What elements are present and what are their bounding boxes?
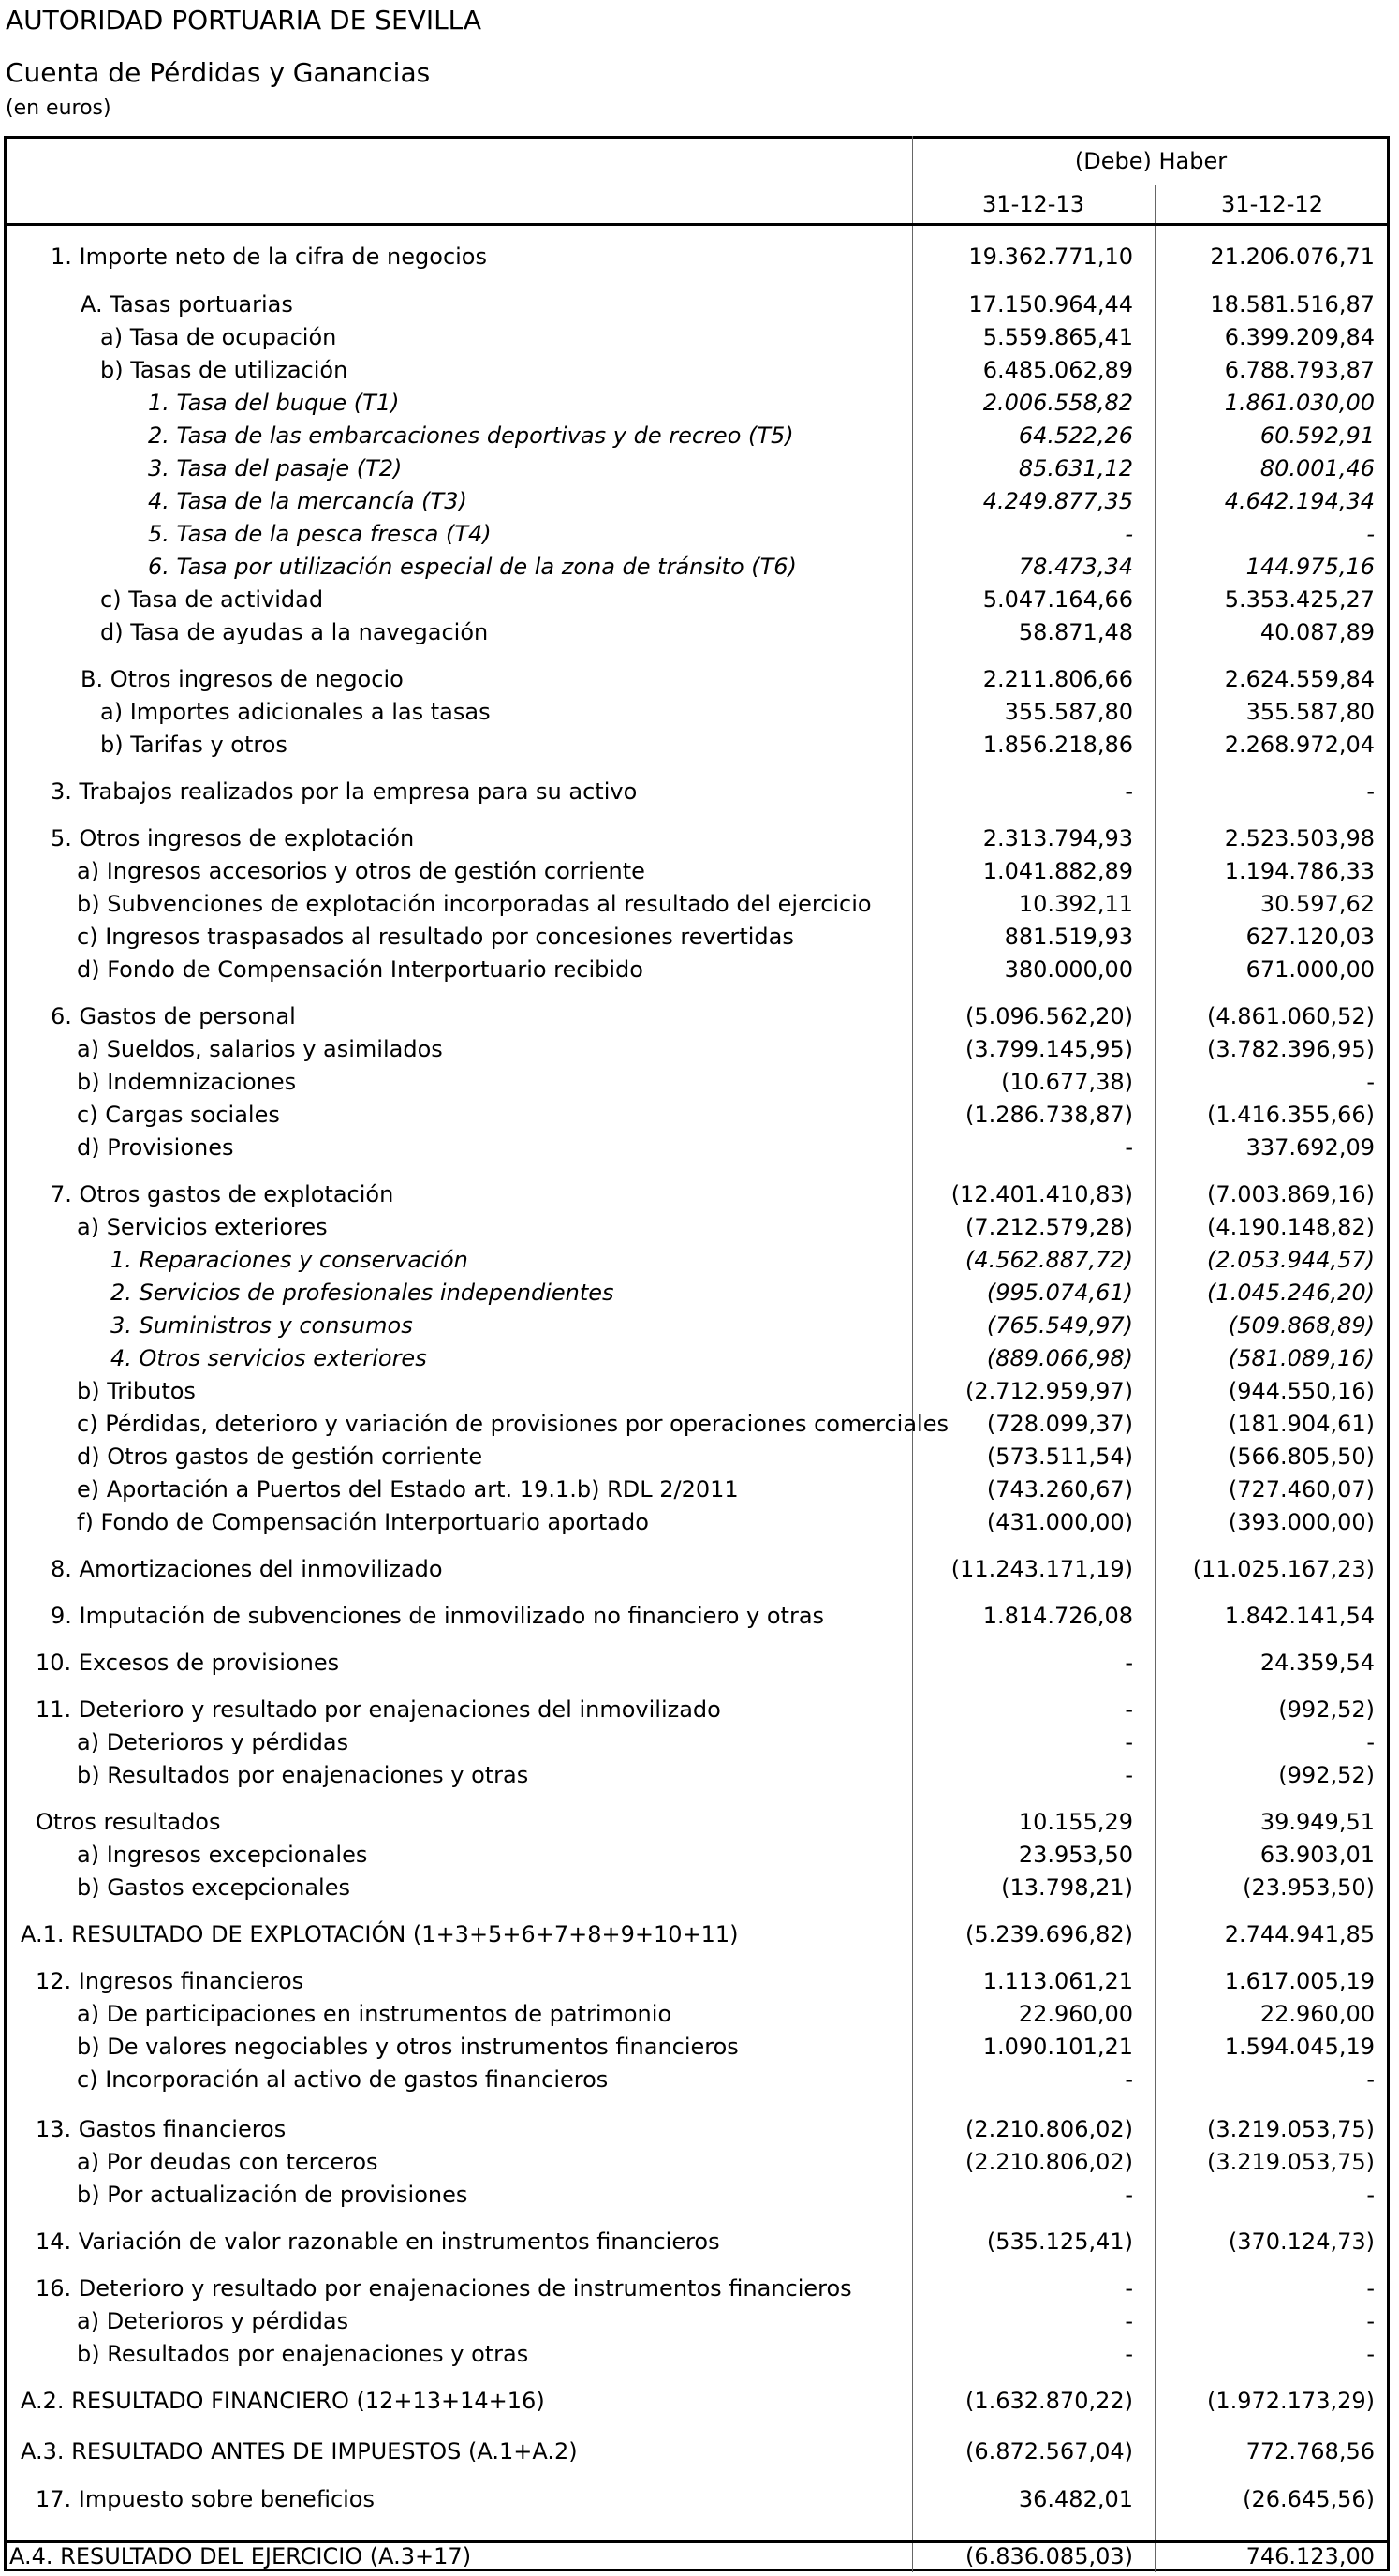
statement-row	[0, 696, 1399, 729]
statement-row	[0, 1872, 1399, 1904]
value-2012: 21.206.076,71	[1210, 244, 1375, 270]
value-2013: 22.960,00	[1018, 2001, 1133, 2027]
value-2013: (6.872.567,04)	[965, 2438, 1133, 2465]
value-2013: (3.799.145,95)	[965, 1036, 1133, 1062]
value-2012: 2.523.503,98	[1224, 825, 1375, 851]
value-2013: (1.632.870,22)	[965, 2388, 1133, 2414]
value-2013: 2.006.558,82	[982, 390, 1133, 416]
statement-row	[0, 663, 1399, 696]
value-2013: -	[1125, 1762, 1133, 1788]
value-2012: (1.045.246,20)	[1206, 1280, 1375, 1306]
column-header-2013: 31-12-13	[982, 191, 1084, 217]
value-2013: (2.210.806,02)	[965, 2149, 1133, 2175]
value-2013: (535.125,41)	[986, 2228, 1133, 2255]
row-label: a) Por deudas con terceros	[77, 2149, 378, 2175]
statement-row	[0, 1244, 1399, 1277]
value-2012: (181.904,61)	[1228, 1411, 1375, 1437]
statement-row	[0, 1600, 1399, 1633]
statement-row	[0, 1066, 1399, 1099]
value-2013: -	[1125, 521, 1133, 547]
value-2012: 772.768,56	[1245, 2438, 1375, 2465]
value-2013: 4.249.877,35	[982, 488, 1133, 514]
row-label: c) Incorporación al activo de gastos financieros	[77, 2066, 609, 2093]
statement-row	[0, 420, 1399, 452]
statement-row	[0, 485, 1399, 518]
row-label: 3. Tasa del pasaje (T2)	[148, 455, 403, 481]
value-2013: (12.401.410,83)	[950, 1181, 1133, 1207]
row-label: 2. Tasa de las embarcaciones deportivas y de recreo (T5)	[148, 422, 794, 449]
row-label: b) Resultados por enajenaciones y otras	[77, 2341, 529, 2367]
value-2012: -	[1366, 2182, 1375, 2208]
row-label: B. Otros ingresos de negocio	[81, 666, 404, 692]
statement-row	[0, 1506, 1399, 1539]
row-label: 5. Tasa de la pesca fresca (T4)	[148, 521, 492, 547]
row-label: a) Ingresos accesorios y otros de gestión corriente	[77, 858, 645, 884]
statement-row	[0, 584, 1399, 616]
statement-row	[0, 954, 1399, 986]
value-2013: 5.047.164,66	[982, 586, 1133, 613]
value-2012: (3.219.053,75)	[1206, 2149, 1375, 2175]
header-divider	[4, 223, 1390, 226]
value-2013: (13.798,21)	[1001, 1874, 1133, 1901]
statement-row	[0, 1000, 1399, 1033]
value-2012: (509.868,89)	[1228, 1312, 1375, 1339]
row-label: 5. Otros ingresos de explotación	[51, 825, 415, 851]
value-2012: 18.581.516,87	[1210, 291, 1375, 318]
statement-row	[0, 1839, 1399, 1872]
row-label: 10. Excesos de provisiones	[36, 1650, 340, 1676]
statement-row	[0, 452, 1399, 485]
statement-row	[0, 1033, 1399, 1066]
statement-row	[0, 1277, 1399, 1310]
value-2013: 10.392,11	[1018, 891, 1133, 917]
value-2013: (7.212.579,28)	[965, 1214, 1133, 1240]
value-2013: 78.473,34	[1018, 554, 1133, 580]
value-2012: 1.594.045,19	[1224, 2034, 1375, 2060]
statement-row	[0, 1726, 1399, 1759]
row-label: 16. Deterioro y resultado por enajenaciones de instrumentos financieros	[36, 2275, 852, 2302]
value-2013: -	[1125, 2182, 1133, 2208]
value-2013: (2.712.959,97)	[965, 1378, 1133, 1404]
row-label: a) Tasa de ocupación	[100, 324, 337, 350]
statement-row	[0, 2305, 1399, 2338]
statement-row	[0, 2483, 1399, 2516]
value-2013: 6.485.062,89	[982, 357, 1133, 383]
statement-row	[0, 1132, 1399, 1164]
statement-row	[0, 1441, 1399, 1473]
value-2012: 1.842.141,54	[1224, 1603, 1375, 1629]
value-2012: 5.353.425,27	[1224, 586, 1375, 613]
row-label: A.3. RESULTADO ANTES DE IMPUESTOS (A.1+A.2)	[21, 2438, 578, 2465]
row-label: a) De participaciones en instrumentos de patrimonio	[77, 2001, 672, 2027]
row-label: d) Fondo de Compensación Interportuario recibido	[77, 956, 643, 983]
value-2012: -	[1366, 778, 1375, 805]
value-2013: 380.000,00	[1004, 956, 1133, 983]
value-2012: 22.960,00	[1259, 2001, 1375, 2027]
row-label: 6. Gastos de personal	[51, 1003, 296, 1029]
value-2013: -	[1125, 2275, 1133, 2302]
row-label: A.1. RESULTADO DE EXPLOTACIÓN (1+3+5+6+7+8+9+10+11)	[21, 1921, 739, 1947]
value-2013: 2.313.794,93	[982, 825, 1133, 851]
value-2013: (1.286.738,87)	[965, 1102, 1133, 1128]
row-label: c) Cargas sociales	[77, 1102, 280, 1128]
value-2012: 63.903,01	[1259, 1842, 1375, 1868]
value-2012: (393.000,00)	[1228, 1509, 1375, 1535]
statement-row	[0, 1408, 1399, 1441]
row-label: 4. Otros servicios exteriores	[110, 1345, 427, 1371]
value-2013: (5.239.696,82)	[965, 1921, 1133, 1947]
row-label: 11. Deterioro y resultado por enajenaciones del inmovilizado	[36, 1696, 721, 1723]
row-label: d) Otros gastos de gestión corriente	[77, 1443, 483, 1470]
row-label: c) Pérdidas, deterioro y variación de provisiones por operaciones comerciales	[77, 1411, 949, 1437]
statement-row	[0, 241, 1399, 274]
statement-row	[0, 1965, 1399, 1998]
value-2012: 4.642.194,34	[1224, 488, 1375, 514]
value-2012: (944.550,16)	[1228, 1378, 1375, 1404]
row-label: b) De valores negociables y otros instrumentos financieros	[77, 2034, 739, 2060]
statement-row	[0, 2146, 1399, 2179]
statement-row	[0, 1342, 1399, 1375]
value-2013: 17.150.964,44	[968, 291, 1133, 318]
value-2012: 60.592,91	[1259, 422, 1375, 449]
row-label: a) Ingresos excepcionales	[77, 1842, 368, 1868]
row-label: A. Tasas portuarias	[81, 291, 293, 318]
statement-row	[0, 2179, 1399, 2212]
value-2012: (566.805,50)	[1228, 1443, 1375, 1470]
value-2012: 144.975,16	[1245, 554, 1375, 580]
row-label: d) Tasa de ayudas a la navegación	[100, 619, 489, 645]
value-2013: 23.953,50	[1018, 1842, 1133, 1868]
value-2013: (5.096.562,20)	[965, 1003, 1133, 1029]
value-2012: 6.788.793,87	[1224, 357, 1375, 383]
row-label: 4. Tasa de la mercancía (T3)	[148, 488, 467, 514]
statement-row	[0, 1178, 1399, 1211]
value-2012: -	[1366, 2066, 1375, 2093]
row-label: d) Provisiones	[77, 1134, 234, 1161]
value-2012: 627.120,03	[1245, 924, 1375, 950]
row-label: b) Tarifas y otros	[100, 732, 287, 758]
value-2012: 40.087,89	[1259, 619, 1375, 645]
statement-row	[0, 2226, 1399, 2258]
statement-row	[0, 729, 1399, 762]
row-label: A.4. RESULTADO DEL EJERCICIO (A.3+17)	[9, 2543, 472, 2569]
value-2013: 1.814.726,08	[982, 1603, 1133, 1629]
value-2013: 85.631,12	[1018, 455, 1133, 481]
row-label: b) Por actualización de provisiones	[77, 2182, 468, 2208]
value-2013: (995.074,61)	[986, 1280, 1133, 1306]
row-label: 2. Servicios de profesionales independientes	[110, 1280, 614, 1306]
row-label: 9. Imputación de subvenciones de inmovilizado no financiero y otras	[51, 1603, 825, 1629]
row-label: 17. Impuesto sobre beneficios	[36, 2486, 375, 2512]
statement-row	[0, 1918, 1399, 1951]
row-label: 13. Gastos financieros	[36, 2116, 287, 2142]
value-2013: 881.519,93	[1004, 924, 1133, 950]
statement-row	[0, 2113, 1399, 2146]
value-2013: 5.559.865,41	[982, 324, 1133, 350]
value-2013: 58.871,48	[1018, 619, 1133, 645]
value-2012: (727.460,07)	[1228, 1476, 1375, 1503]
value-2013: 64.522,26	[1018, 422, 1133, 449]
value-2013: (728.099,37)	[986, 1411, 1133, 1437]
row-label: b) Tasas de utilización	[100, 357, 348, 383]
value-2012: -	[1366, 521, 1375, 547]
value-2013: -	[1125, 778, 1133, 805]
row-label: b) Tributos	[77, 1378, 196, 1404]
value-2012: 1.617.005,19	[1224, 1968, 1375, 1994]
value-2012: (3.782.396,95)	[1206, 1036, 1375, 1062]
value-2012: 1.861.030,00	[1224, 390, 1375, 416]
row-label: b) Indemnizaciones	[77, 1069, 297, 1095]
value-2012: 1.194.786,33	[1224, 858, 1375, 884]
row-label: 1. Reparaciones y conservación	[110, 1247, 468, 1273]
statement-row	[0, 321, 1399, 354]
value-2013: -	[1125, 1650, 1133, 1676]
value-2013: (10.677,38)	[1001, 1069, 1133, 1095]
value-2012: 24.359,54	[1259, 1650, 1375, 1676]
row-label: a) Servicios exteriores	[77, 1214, 328, 1240]
statement-row	[0, 888, 1399, 921]
value-2012: (992,52)	[1278, 1696, 1375, 1723]
value-2013: (431.000,00)	[986, 1509, 1133, 1535]
statement-row	[0, 1647, 1399, 1680]
value-2013: (743.260,67)	[986, 1476, 1133, 1503]
row-label: 7. Otros gastos de explotación	[51, 1181, 394, 1207]
statement-row	[0, 518, 1399, 551]
value-2012: (23.953,50)	[1243, 1874, 1375, 1901]
statement-row	[0, 1998, 1399, 2031]
row-label: A.2. RESULTADO FINANCIERO (12+13+14+16)	[21, 2388, 545, 2414]
value-2012: (4.861.060,52)	[1206, 1003, 1375, 1029]
value-2013: 1.113.061,21	[982, 1968, 1133, 1994]
statement-row	[0, 1099, 1399, 1132]
value-2012: 39.949,51	[1259, 1809, 1375, 1835]
row-label: a) Sueldos, salarios y asimilados	[77, 1036, 443, 1062]
statement-row	[0, 1806, 1399, 1839]
value-2012: 671.000,00	[1245, 956, 1375, 983]
row-label: b) Subvenciones de explotación incorporadas al resultado del ejercicio	[77, 891, 872, 917]
row-label: 12. Ingresos financieros	[36, 1968, 304, 1994]
value-2013: (573.511,54)	[986, 1443, 1133, 1470]
value-2013: (4.562.887,72)	[965, 1247, 1133, 1273]
row-label: 3. Trabajos realizados por la empresa para su activo	[51, 778, 638, 805]
statement-row	[0, 2540, 1399, 2573]
value-2013: (2.210.806,02)	[965, 2116, 1133, 2142]
row-label: c) Tasa de actividad	[100, 586, 324, 613]
value-2012: 337.692,09	[1245, 1134, 1375, 1161]
value-2013: -	[1125, 2308, 1133, 2334]
statement-row	[0, 776, 1399, 808]
statement-row	[0, 1553, 1399, 1586]
value-2013: 355.587,80	[1004, 699, 1133, 725]
value-2012: -	[1366, 2308, 1375, 2334]
value-2013: -	[1125, 2066, 1133, 2093]
value-2012: 2.744.941,85	[1224, 1921, 1375, 1947]
statement-row	[0, 1375, 1399, 1408]
row-label: e) Aportación a Puertos del Estado art. 19.1.b) RDL 2/2011	[77, 1476, 739, 1503]
value-2012: 2.268.972,04	[1224, 732, 1375, 758]
value-2013: -	[1125, 1696, 1133, 1723]
row-label: 1. Importe neto de la cifra de negocios	[51, 244, 487, 270]
value-2013: 10.155,29	[1018, 1809, 1133, 1835]
value-2012: -	[1366, 1729, 1375, 1755]
statement-row	[0, 354, 1399, 387]
value-2012: -	[1366, 1069, 1375, 1095]
value-2012: 2.624.559,84	[1224, 666, 1375, 692]
statement-row	[0, 2385, 1399, 2418]
organization-name: AUTORIDAD PORTUARIA DE SEVILLA	[6, 5, 482, 36]
value-2013: (11.243.171,19)	[950, 1556, 1133, 1582]
column-header-2012: 31-12-12	[1221, 191, 1323, 217]
value-2013: -	[1125, 2341, 1133, 2367]
row-label: a) Importes adicionales a las tasas	[100, 699, 491, 725]
value-2012: 355.587,80	[1245, 699, 1375, 725]
value-2012: (3.219.053,75)	[1206, 2116, 1375, 2142]
statement-row	[0, 1310, 1399, 1342]
value-2013: 36.482,01	[1018, 2486, 1133, 2512]
row-label: c) Ingresos traspasados al resultado por concesiones revertidas	[77, 924, 794, 950]
statement-row	[0, 921, 1399, 954]
row-label: 14. Variación de valor razonable en instrumentos financieros	[36, 2228, 720, 2255]
row-label: Otros resultados	[36, 1809, 221, 1835]
value-2012: 6.399.209,84	[1224, 324, 1375, 350]
row-label: b) Gastos excepcionales	[77, 1874, 350, 1901]
row-label: 1. Tasa del buque (T1)	[148, 390, 400, 416]
statement-row	[0, 1694, 1399, 1726]
row-label: b) Resultados por enajenaciones y otras	[77, 1762, 529, 1788]
value-2012: -	[1366, 2341, 1375, 2367]
value-2012: (4.190.148,82)	[1206, 1214, 1375, 1240]
value-2012: (2.053.944,57)	[1206, 1247, 1375, 1273]
value-2012: -	[1366, 2275, 1375, 2302]
value-2013: 1.041.882,89	[982, 858, 1133, 884]
value-2012: (11.025.167,23)	[1192, 1556, 1375, 1582]
value-2012: 30.597,62	[1259, 891, 1375, 917]
value-2012: (581.089,16)	[1228, 1345, 1375, 1371]
value-2013: -	[1125, 1134, 1133, 1161]
value-2013: (765.549,97)	[986, 1312, 1133, 1339]
statement-row	[0, 2338, 1399, 2371]
statement-row	[0, 1473, 1399, 1506]
currency-unit: (en euros)	[6, 96, 111, 120]
row-label: a) Deterioros y pérdidas	[77, 2308, 349, 2334]
statement-row	[0, 2031, 1399, 2064]
value-2013: (889.066,98)	[986, 1345, 1133, 1371]
value-2012: (1.416.355,66)	[1206, 1102, 1375, 1128]
statement-row	[0, 1759, 1399, 1792]
value-2013: 1.090.101,21	[982, 2034, 1133, 2060]
value-2013: 1.856.218,86	[982, 732, 1133, 758]
statement-row	[0, 387, 1399, 420]
value-2012: (7.003.869,16)	[1206, 1181, 1375, 1207]
row-label: a) Deterioros y pérdidas	[77, 1729, 349, 1755]
value-2012: 746.123,00	[1245, 2543, 1375, 2569]
value-2013: (6.836.085,03)	[965, 2543, 1133, 2569]
statement-row	[0, 2064, 1399, 2096]
value-2012: (370.124,73)	[1228, 2228, 1375, 2255]
value-2012: (992,52)	[1278, 1762, 1375, 1788]
statement-row	[0, 2435, 1399, 2468]
debe-haber-header: (Debe) Haber	[1074, 148, 1228, 174]
row-label: f) Fondo de Compensación Interportuario aportado	[77, 1509, 649, 1535]
row-label: 3. Suministros y consumos	[110, 1312, 413, 1339]
statement-row	[0, 855, 1399, 888]
value-2013: -	[1125, 1729, 1133, 1755]
value-2012: (1.972.173,29)	[1206, 2388, 1375, 2414]
value-2012: 80.001,46	[1259, 455, 1375, 481]
statement-row	[0, 551, 1399, 584]
value-2013: 2.211.806,66	[982, 666, 1133, 692]
statement-row	[0, 616, 1399, 649]
value-2012: (26.645,56)	[1243, 2486, 1375, 2512]
statement-row	[0, 289, 1399, 321]
row-label: 6. Tasa por utilización especial de la zona de tránsito (T6)	[148, 554, 797, 580]
statement-row	[0, 822, 1399, 855]
row-label: 8. Amortizaciones del inmovilizado	[51, 1556, 443, 1582]
statement-title: Cuenta de Pérdidas y Ganancias	[6, 57, 431, 88]
statement-row	[0, 2273, 1399, 2305]
statement-row	[0, 1211, 1399, 1244]
value-2013: 19.362.771,10	[968, 244, 1133, 270]
